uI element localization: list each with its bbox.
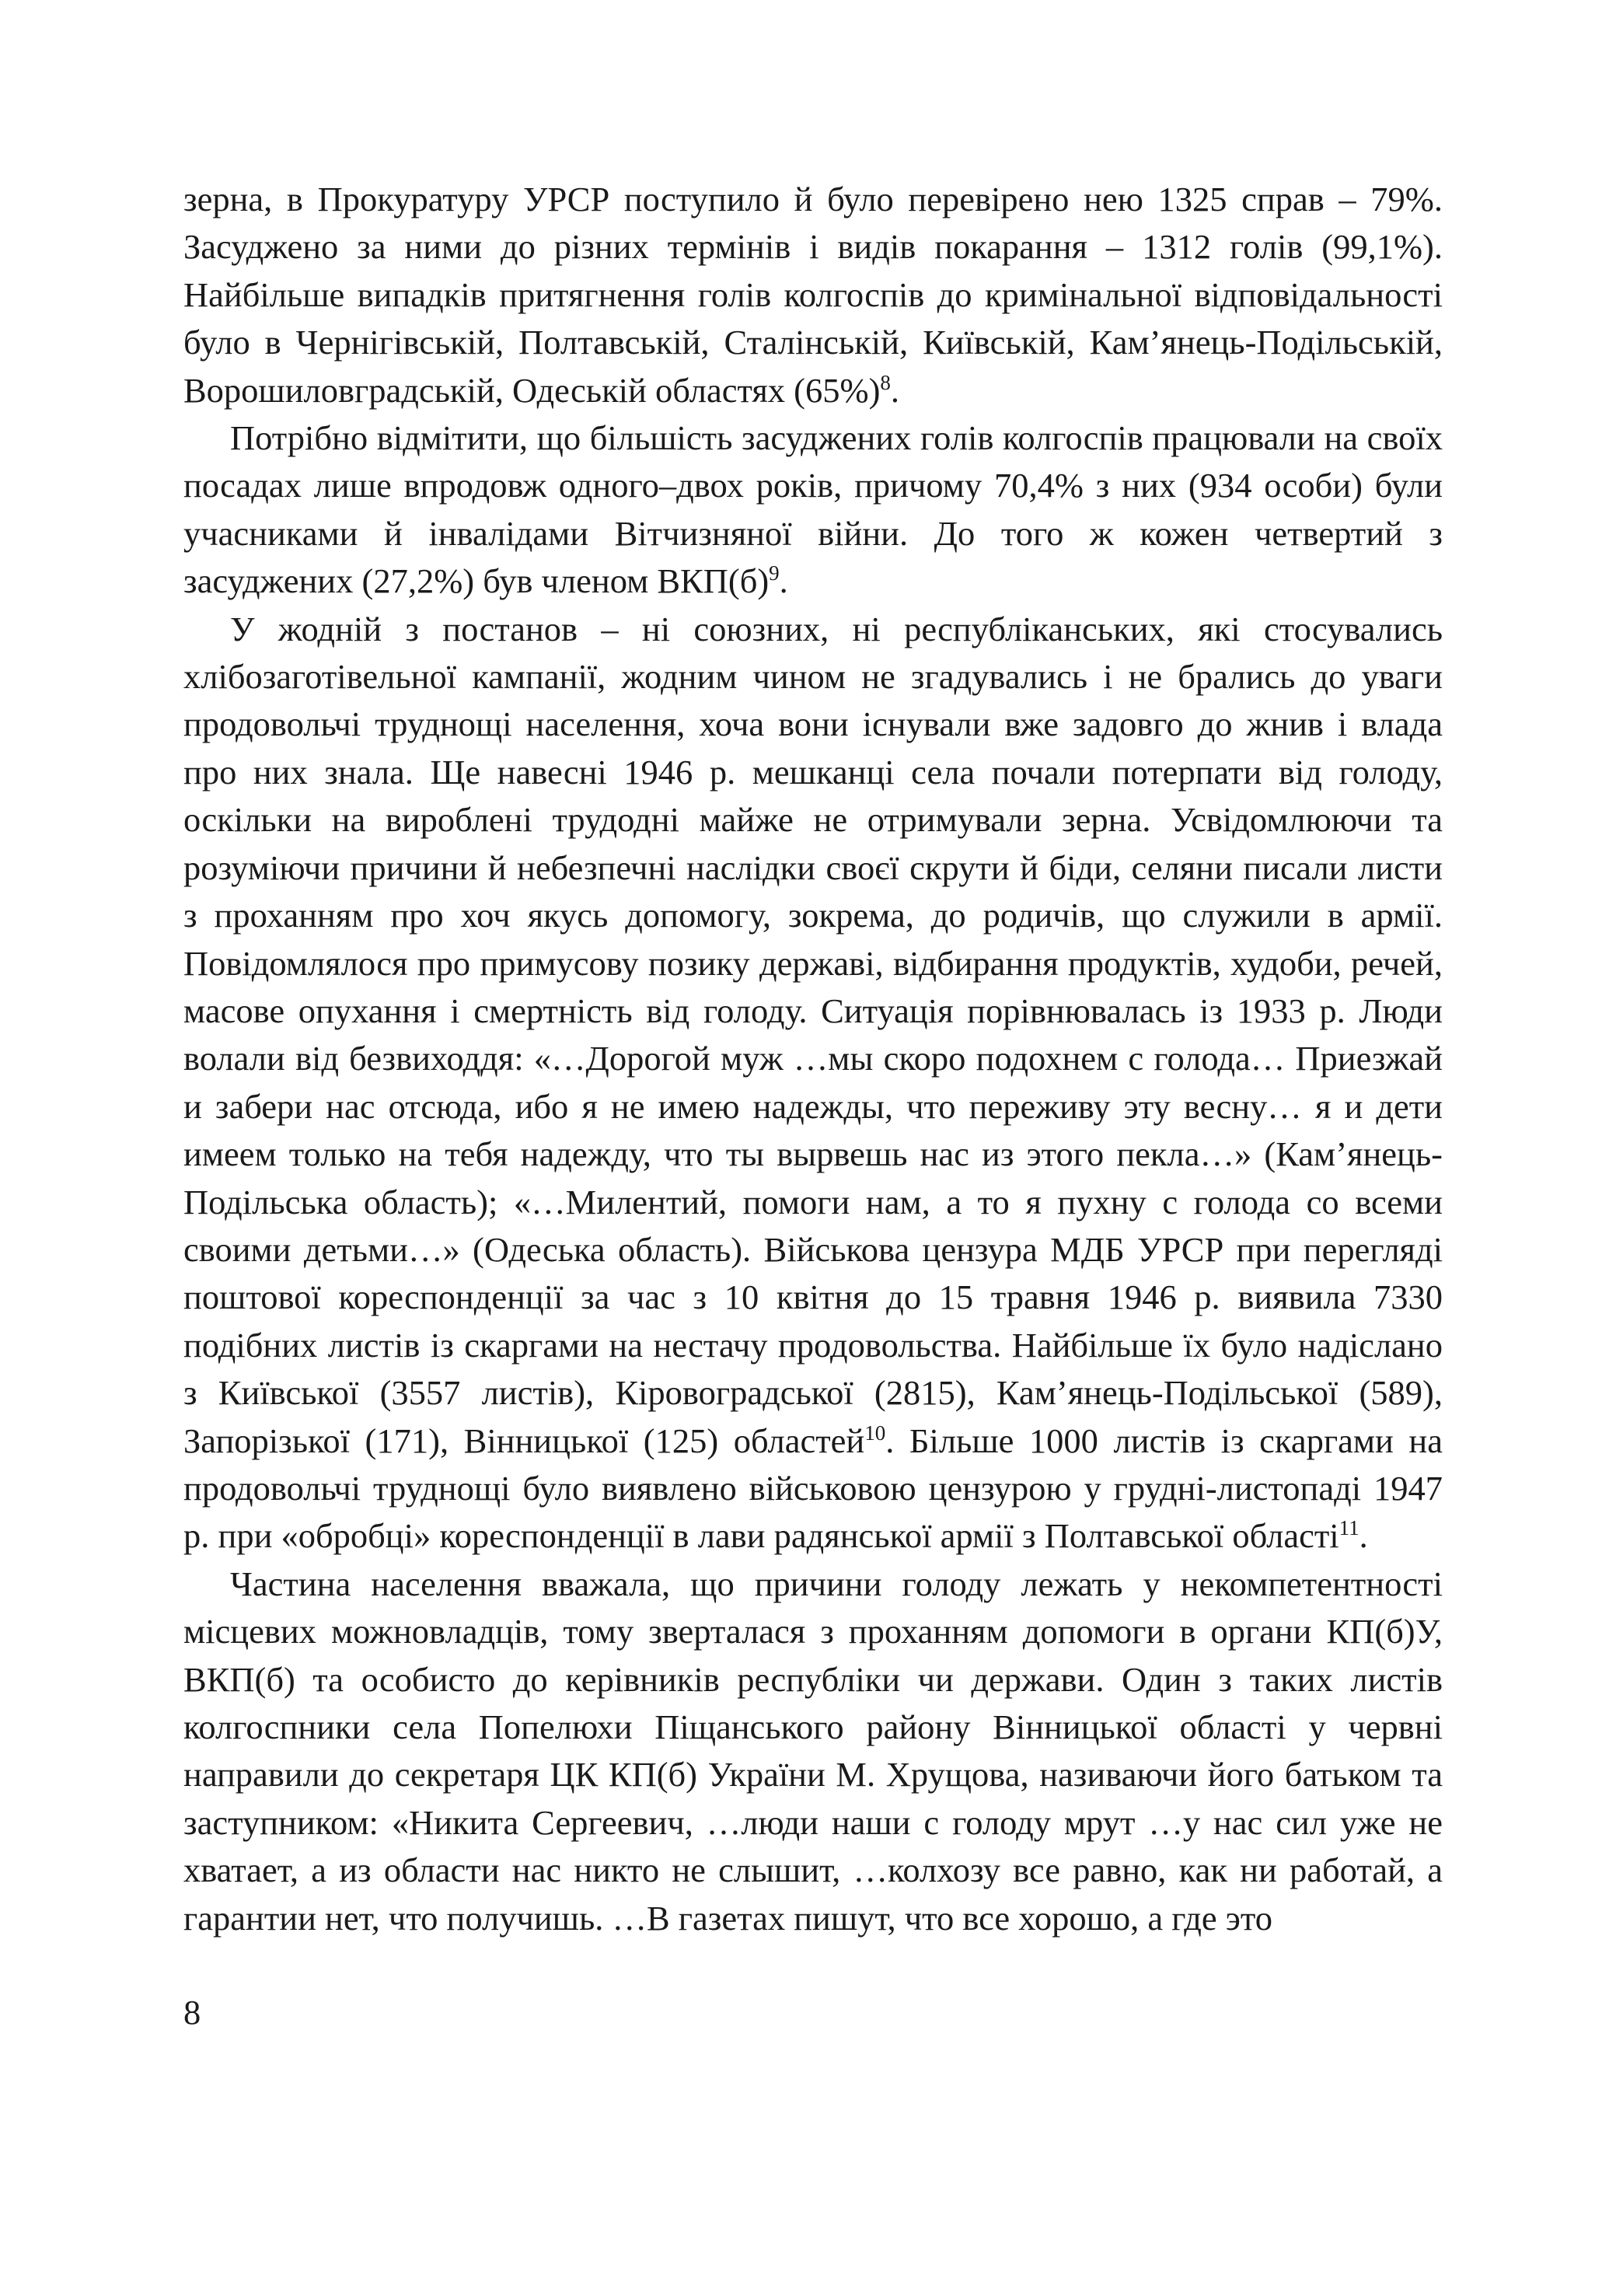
paragraph-3-end: . bbox=[1359, 1516, 1368, 1556]
paragraph-4-text: Частина населення вважала, що причини голоду лежать у некомпетентності місцевих можновладців, тому зверталася з проханням допомоги в органи КП(б)У, ВКП(б) та особисто до керівників республіки чи держави. Один з таких листів колгоспники села Попелюхи Піщанського району Вінницької області у червні направили до секретаря ЦК КП(б) України М. Хрущова, називаючи його батьком та заступником: «Никита Сергеевич, …люди наши с голоду мрут …у нас сил уже не хватает, а из области нас никто не слышит, …колхозу все равно, как ни работай, а гарантии нет, что получишь. …В газетах пишут, что все хорошо, а где это bbox=[183, 1564, 1443, 1938]
footnote-ref-9[interactable]: 9 bbox=[769, 561, 780, 585]
footnote-ref-11[interactable]: 11 bbox=[1339, 1516, 1359, 1540]
footnote-ref-8[interactable]: 8 bbox=[880, 370, 891, 394]
page-body bbox=[183, 176, 1443, 2120]
page-number: 8 bbox=[183, 1993, 201, 2032]
paragraph-3-text: У жодній з постанов – ні союзних, ні республіканських, які стосувались хлібозаготівельної кампанії, жодним чином не згадувались і не брались до уваги продовольчі труднощі населення, хоча вони існували вже задовго до жнив і влада про них знала. Ще навесні 1946 р. мешканці села почали потерпати від голоду, оскільки на вироблені трудодні майже не отримували зерна. Усвідомлюючи та розуміючи причини й небезпечні наслідки своєї скрути й біди, селяни писали листи з проханням про хоч якусь допомогу, зокрема, до родичів, що служили в армії. Повідомлялося про примусову позику державі, відбирання продуктів, худоби, речей, масове опухання і смертність від голоду. Ситуація порівнювалась із 1933 р. Люди волали від безвиходдя: «…Дорогой муж …мы скоро подохнем с голода… Приезжай и забери нас отсюда, ибо я не имею надежды, что переживу эту весну… я и дети имеем только на тебя надежду, что ты вырвешь нас из этого пекла…» (Кам’янець-Подільська область); «…Милентий, помоги нам, а то я пухну с голода со всеми своими детьми…» (Одеська область). Військова цензура МДБ УРСР при перегляді поштової кореспонденції за час з 10 квітня до 15 травня 1946 р. виявила 7330 подібних листів із скаргами на нестачу продовольства. Найбільше їх було надіслано з Київської (3557 листів), Кіровоградської (2815), Кам’янець-Подільської (589), Запорізької (171), Вінницької (125) областей bbox=[183, 609, 1443, 1460]
paragraph-2-text: Потрібно відмітити, що більшість засуджених голів колгоспів працювали на своїх посадах лише впродовж одного–двох років, причому 70,4% з них (934 особи) були учасниками й інвалідами Вітчизняної війни. До того ж кожен четвертий з засуджених (27,2%) був членом ВКП(б) bbox=[183, 418, 1443, 601]
paragraph-1-text: зерна, в Прокуратуру УРСР поступило й було перевірено нею 1325 справ – 79%. Засуджено за ними до різних термінів і видів покарання – 1312 голів (99,1%). Найбільше випадків притягнення голів колгоспів до кримінальної відповідальності було в Чернігівській, Полтавській, Сталінській, Київській, Кам’янець-Подільській, Ворошиловградській, Одеській областях (65%) bbox=[183, 180, 1443, 410]
footnote-ref-10[interactable]: 10 bbox=[864, 1421, 886, 1445]
paragraph-4 bbox=[183, 1560, 1443, 1942]
paragraph-1 bbox=[183, 176, 1443, 414]
paragraph-3 bbox=[183, 606, 1443, 1560]
paragraph-3-middle: . Більше 1000 листів із скаргами на продовольчі труднощі було виявлено військовою цензурою у грудні-листопаді 1947 р. при «обробці» кореспонденції в лави радянської армії з Полтавської області bbox=[183, 1421, 1443, 1556]
paragraph-2 bbox=[183, 414, 1443, 606]
paragraph-2-end: . bbox=[779, 561, 788, 601]
paragraph-1-end: . bbox=[890, 370, 900, 410]
